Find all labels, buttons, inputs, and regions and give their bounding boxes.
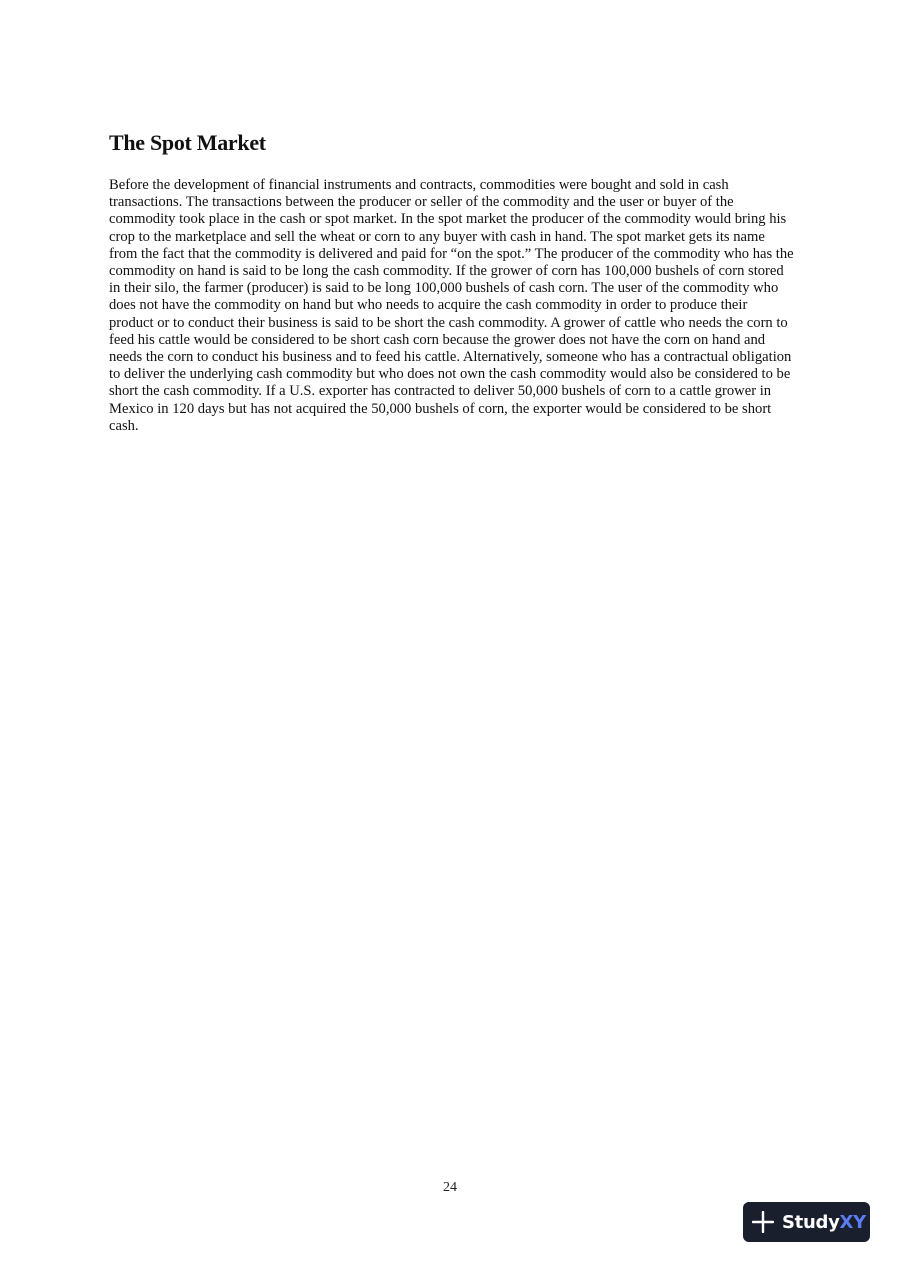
studyxy-badge[interactable]	[743, 1202, 870, 1242]
badge-brand-main: Study	[782, 1211, 840, 1233]
page-number: 24	[443, 1180, 457, 1195]
badge-brand-accent: XY	[839, 1211, 866, 1233]
plus-icon	[752, 1211, 774, 1233]
page-title: The Spot Market	[109, 130, 266, 155]
badge-brand-text	[782, 1212, 866, 1233]
body-paragraph: Before the development of financial instruments and contracts, commodities were bought and sold in cash transactions. The transactions between the producer or seller of the commodity and the user or buyer of the commodity took place in the cash or spot market. In the spot market the producer of the commodity would bring his crop to the marketplace and sell the wheat or corn to any buyer with cash in hand. The spot market gets its name from the fact that the commodity is delivered and paid for “on the spot.” The producer of the commodity who has the commodity on hand is said to be long the cash commodity. If the grower of corn has 100,000 bushels of corn stored in their silo, the farmer (producer) is said to be long 100,000 bushels of cash corn. The user of the commodity who does not have the commodity on hand but who needs to acquire the cash commodity in order to produce their product or to conduct their business is said to be short the cash commodity. A grower of cattle who needs the corn to feed his cattle would be considered to be short cash corn because the grower does not have the corn on hand and needs the corn to conduct his business and to feed his cattle. Alternatively, someone who has a contractual obligation to deliver the underlying cash commodity but who does not own the cash commodity would also be considered to be short the cash commodity. If a U.S. exporter has contracted to deliver 50,000 bushels of corn to a cattle grower in Mexico in 120 days but has not acquired the 50,000 bushels of corn, the exporter would be considered to be short cash.	[109, 177, 794, 434]
